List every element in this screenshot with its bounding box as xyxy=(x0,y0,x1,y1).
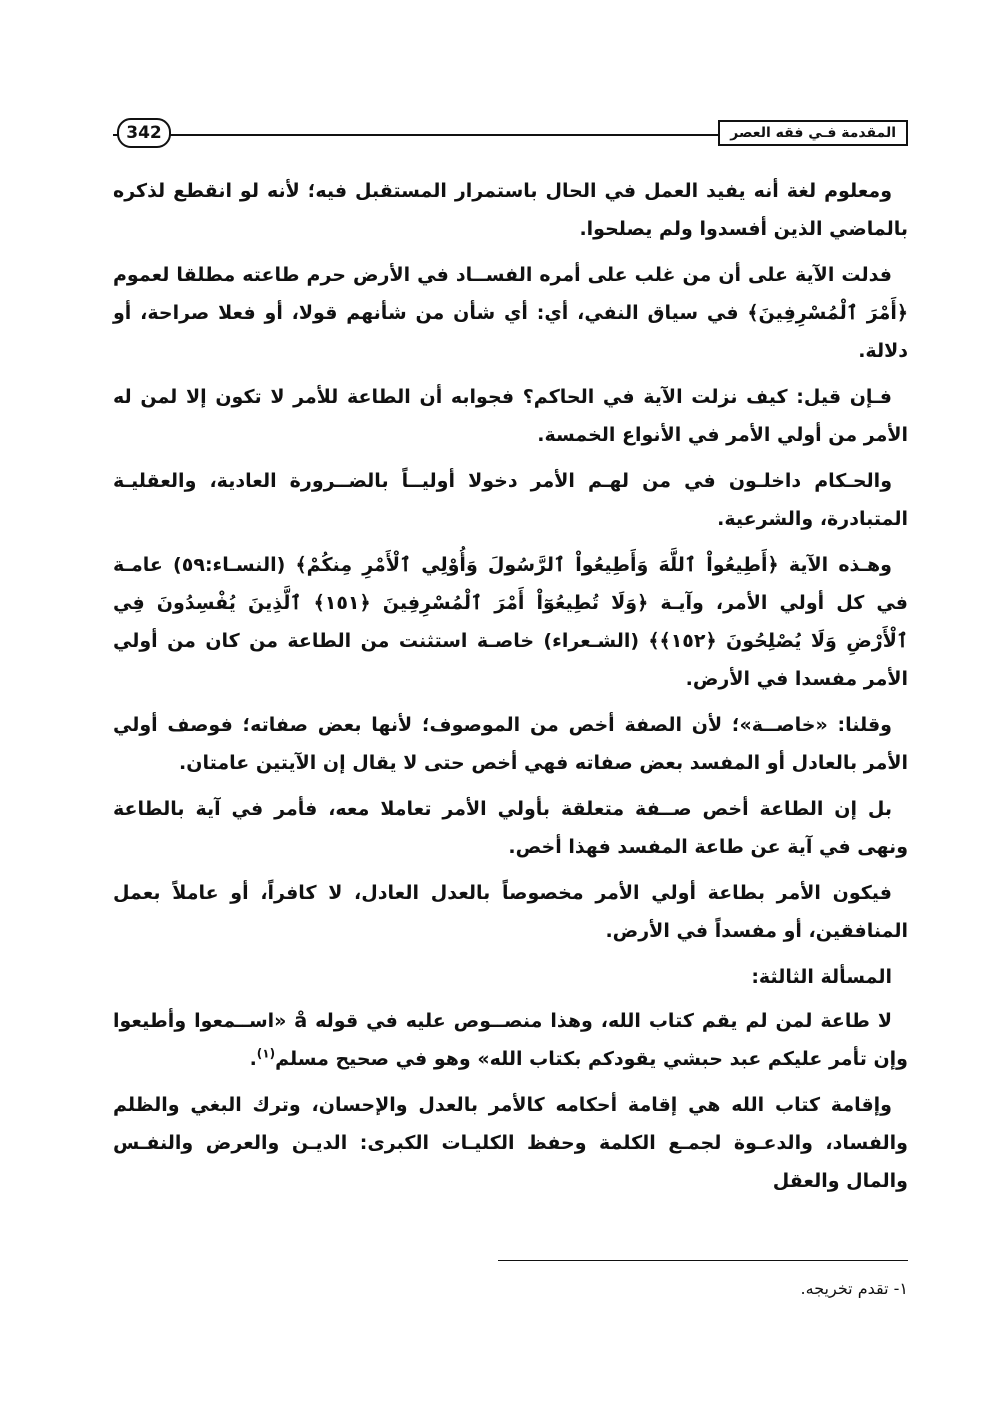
paragraph: بل إن الطاعة أخص صــفة متعلقة بأولي الأمر تعاملا معه، فأمر في آية بالطاعة ونهى في آية عن طاعة المفسد فهذا أخص. xyxy=(113,798,908,858)
book-title: المقدمة فـي فقه العصر xyxy=(718,120,908,146)
paragraph-end: . xyxy=(249,1048,257,1070)
footnote: ١- تقدم تخريجه. xyxy=(800,1279,908,1298)
section-heading: المسألة الثالثة: xyxy=(751,966,892,988)
paragraph: وهـذه الآية ﴿أَطِيعُواْ ٱللَّهَ وَأَطِيعُواْ ٱلرَّسُولَ وَأُوْلِي ٱلْأَمْرِ مِنكُمْ﴾ (النسـاء:٥٩) عامـة في كل أولي الأمر، وآيـة ﴿وَلَا تُطِيعُوٓاْ أَمْرَ ٱلْمُسْرِفِينَ ﴿١٥١﴾ ٱلَّذِينَ يُفْسِدُونَ فِي ٱلْأَرْضِ وَلَا يُصْلِحُونَ ﴿١٥٢﴾﴾ (الشـعراء) خاصـة استثنت من الطاعة من كان من أولي الأمر مفسدا في الأرض. xyxy=(113,554,909,690)
footnote-reference[interactable]: (١) xyxy=(256,1046,276,1061)
paragraph: والحـكام داخلـون في من لهـم الأمر دخولا أوليــاً بالضــرورة العادية، والعقليـة المتبادرة، والشرعية. xyxy=(113,470,908,530)
paragraph: ومعلوم لغة أنه يفيد العمل في الحال باستمرار المستقبل فيه؛ لأنه لو انقطع لذكره بالماضي الذين أفسدوا ولم يصلحوا. xyxy=(113,180,908,240)
paragraph xyxy=(113,1002,908,1078)
paragraph: وقلنا: «خاصــة»؛ لأن الصفة أخص من الموصوف؛ لأنها بعض صفاته؛ فوصف أولي الأمر بالعادل أو المفسد بعض صفاته فهي أخص حتى لا يقال إن الآيتين عامتان. xyxy=(113,714,908,774)
paragraph: فـإن قيل: كيف نزلت الآية في الحاكم؟ فجوابه أن الطاعة للأمر لا تكون إلا لمن له الأمر من أولي الأمر في الأنواع الخمسة. xyxy=(113,386,908,446)
paragraph: وإقامة كتاب الله هي إقامة أحكامه كالأمر بالعدل والإحسان، وترك البغي والظلم والفساد، والدعـوة لجمـع الكلمة وحفظ الكليـات الكبرى: الديـن والعرض والنفـس والمال والعقل xyxy=(113,1094,908,1192)
paragraph: فدلت الآية على أن من غلب على أمره الفســاد في الأرض حرم طاعته مطلقا لعموم ﴿أَمْرَ ٱلْمُسْرِفِينَ﴾ في سياق النفي، أي: أي شأن من شأنهم قولا، أو فعلا صراحة، أو دلالة. xyxy=(113,264,908,362)
paragraph-text: لا طاعة لمن لم يقم كتاب الله، وهذا منصــوص عليه في قوله å «اســمعوا وأطيعوا وإن تأمر عليكم عبد حبشي يقودكم بكتاب الله» وهو في صحيح مسلم xyxy=(113,1010,908,1070)
paragraph: فيكون الأمر بطاعة أولي الأمر مخصوصاً بالعدل العادل، لا كافراً، أو عاملاً بعمل المنافقين، أو مفسداً في الأرض. xyxy=(113,882,908,942)
footnote-separator xyxy=(498,1260,908,1261)
page-body xyxy=(113,172,908,1208)
page-header xyxy=(113,118,908,150)
page-number: 342 xyxy=(117,118,171,148)
